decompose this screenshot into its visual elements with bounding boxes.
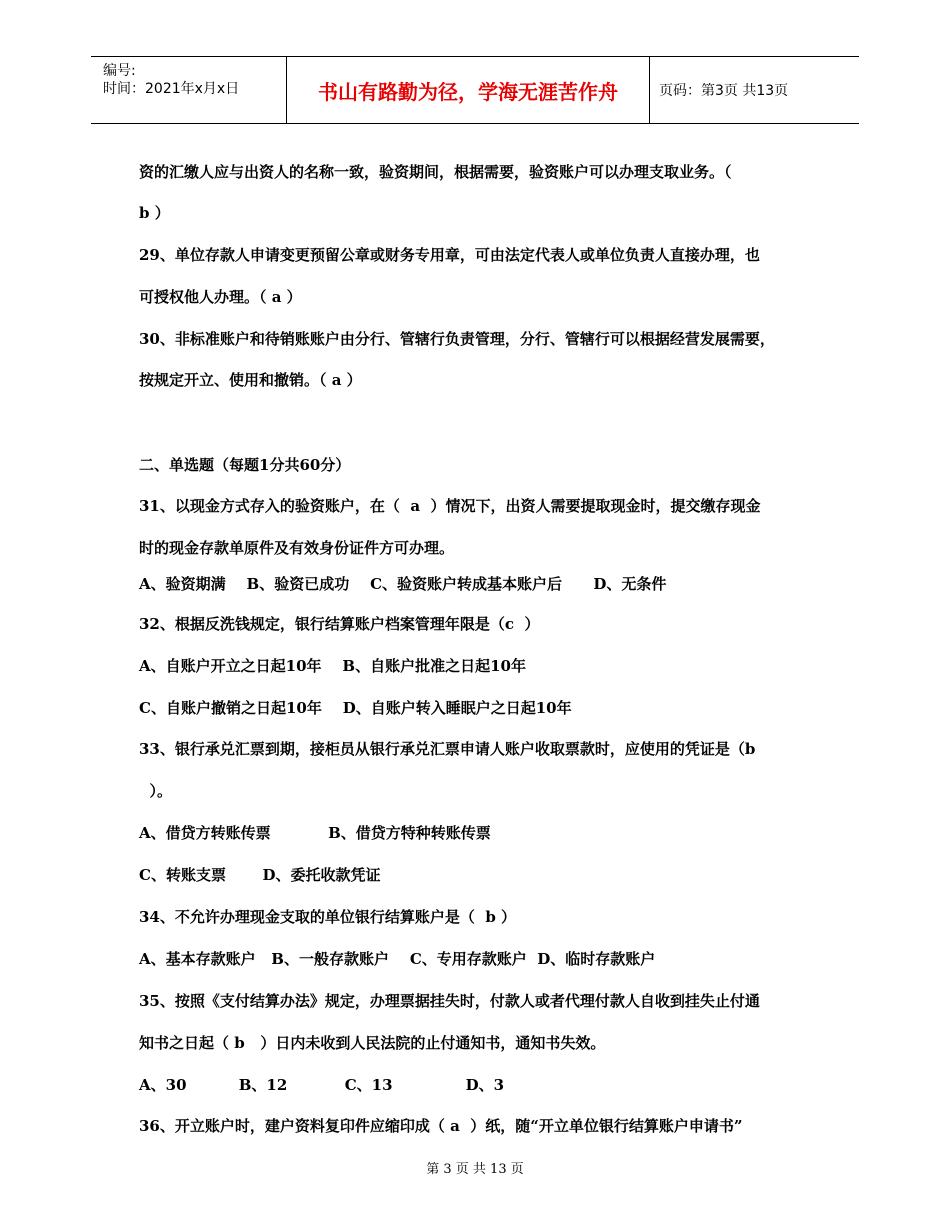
document-time-label: 时间：2021年x月x日	[103, 81, 240, 97]
body-line: 知书之日起（ b ）日内未收到人民法院的止付通知书，通知书失效。	[139, 1034, 606, 1052]
answer-options: A、30 B、12 C、13 D、3	[139, 1076, 505, 1094]
body-line: b ）	[139, 204, 170, 222]
section-heading: 二、单选题（每题1分共60分）	[139, 456, 351, 474]
header-motto-cell	[286, 57, 650, 123]
question-29: 29、单位存款人申请变更预留公章或财务专用章，可由法定代表人或单位负责人直接办理，也	[139, 246, 760, 264]
question-36: 36、开立账户时，建户资料复印件应缩印成（ a ）纸，随“开立单位银行结算账户申请书”	[139, 1117, 743, 1135]
body-line: 时的现金存款单原件及有效身份证件方可办理。	[139, 539, 455, 557]
answer-options: C、自账户撤销之日起10年 D、自账户转入睡眠户之日起10年	[139, 699, 572, 717]
answer-options: A、基本存款账户 B、一般存款账户 C、专用存款账户 D、临时存款账户	[139, 950, 656, 968]
answer-options: A、借贷方转账传票 B、借贷方特种转账传票	[139, 824, 491, 842]
question-30: 30、非标准账户和待销账账户由分行、管辖行负责管理，分行、管辖行可以根据经营发展需要，	[139, 330, 775, 348]
body-line: 按规定开立、使用和撤销。（ a ）	[139, 371, 362, 389]
document-number-label: 编号:	[103, 63, 136, 79]
question-33: 33、银行承兑汇票到期，接柜员从银行承兑汇票申请人账户收取票款时，应使用的凭证是（b	[139, 740, 756, 758]
answer-options: C、转账支票 D、委托收款凭证	[139, 866, 381, 884]
question-34: 34、不允许办理现金支取的单位银行结算账户是（ b ）	[139, 908, 517, 926]
body-line: 可授权他人办理。（ a ）	[139, 288, 302, 306]
answer-options: A、验资期满 B、验资已成功 C、验资账户转成基本账户后 D、无条件	[139, 575, 667, 593]
page-footer: 第 3 页 共 13 页	[426, 1162, 524, 1177]
header-motto: 书山有路勤为径，学海无涯苦作舟	[318, 79, 618, 104]
body-line: 资的汇缴人应与出资人的名称一致，验资期间，根据需要，验资账户可以办理支取业务。（	[139, 163, 732, 181]
answer-options: A、自账户开立之日起10年 B、自账户批准之日起10年	[139, 657, 526, 675]
page-header	[91, 56, 859, 124]
question-32: 32、根据反洗钱规定，银行结算账户档案管理年限是（c ）	[139, 615, 540, 633]
body-line: ）。	[139, 782, 172, 800]
question-35: 35、按照《支付结算办法》规定，办理票据挂失时，付款人或者代理付款人自收到挂失止付通	[139, 992, 760, 1010]
header-page-code: 页码：第3页 共13页	[659, 83, 789, 99]
header-page-cell	[649, 57, 859, 123]
question-31: 31、以现金方式存入的验资账户，在（ a ）情况下，出资人需要提取现金时，提交缴存现金	[139, 497, 761, 515]
header-meta	[91, 57, 286, 123]
